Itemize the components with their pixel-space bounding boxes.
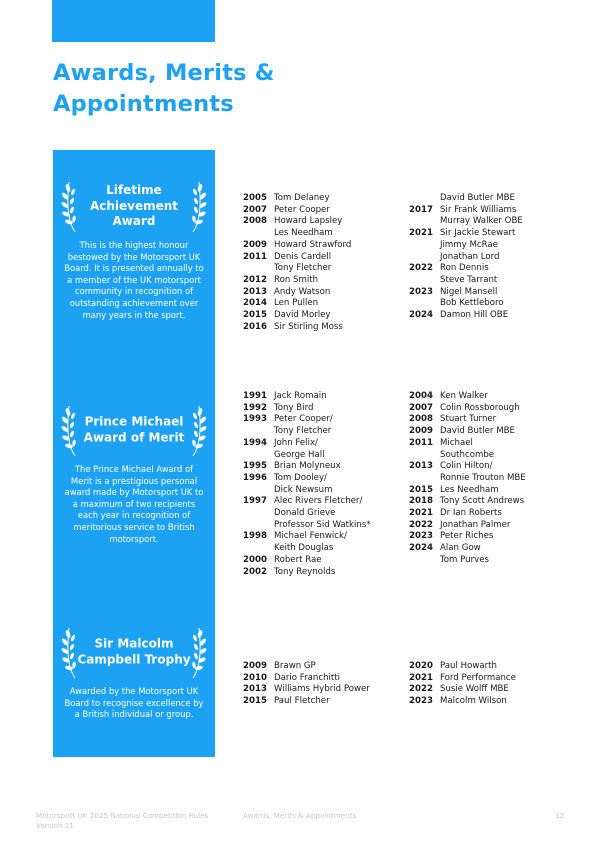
winner-row <box>409 310 523 322</box>
winner-name: Donald Grieve <box>274 508 336 519</box>
winner-name: Southcombe <box>440 449 495 460</box>
winner-year: 2023 <box>409 531 433 542</box>
winner-name: Brawn GP <box>274 661 316 671</box>
winner-year: 2013 <box>243 286 267 297</box>
winner-name: Bob Kettleboro <box>440 298 504 309</box>
winner-row <box>243 696 370 708</box>
winner-name: Tony Reynolds <box>274 566 336 577</box>
winner-year: 2021 <box>409 228 433 239</box>
winner-name: Tom Dooley/ <box>274 472 327 483</box>
winner-name: Ken Walker <box>440 391 488 401</box>
winner-year <box>243 450 274 462</box>
winner-row <box>243 438 371 450</box>
winner-name: Denis Cardell <box>274 251 332 262</box>
winner-name: Dario Franchitti <box>274 672 341 683</box>
winner-row <box>243 661 370 673</box>
winner-year: 2004 <box>409 391 433 401</box>
winner-name: Sir Stirling Moss <box>274 321 343 332</box>
winner-name: Malcolm Wilson <box>440 696 507 707</box>
winner-name: Tony Bird <box>274 402 314 413</box>
winner-year: 2015 <box>243 310 267 321</box>
winner-year: 2002 <box>243 566 267 577</box>
winner-year <box>409 555 440 567</box>
footer-version: Version 11 <box>36 821 74 830</box>
winners-list <box>409 391 526 567</box>
winner-name: Jack Romain <box>274 391 327 401</box>
winner-row <box>243 322 351 334</box>
winner-row <box>409 287 523 299</box>
winner-row <box>243 508 371 520</box>
winner-row <box>243 673 370 685</box>
winner-year: 2023 <box>409 696 433 707</box>
winner-row <box>243 520 371 532</box>
winner-row <box>243 426 371 438</box>
winner-row <box>409 696 516 708</box>
winner-name: Tony Fletcher <box>274 426 332 437</box>
winner-name: Peter Cooper <box>274 204 330 215</box>
footer-page-number: 12 <box>555 811 565 820</box>
winner-year: 2024 <box>409 543 433 554</box>
winner-row <box>243 684 370 696</box>
winner-year: 2007 <box>409 402 433 413</box>
winner-year: 2009 <box>409 426 433 437</box>
winner-row <box>243 216 351 228</box>
winner-year: 2009 <box>243 661 267 671</box>
winner-year <box>243 426 274 438</box>
winner-year: 2000 <box>243 554 267 565</box>
winner-row <box>409 275 523 287</box>
laurel-right-icon <box>185 622 207 682</box>
winner-name: Ron Dennis <box>440 263 489 274</box>
winner-year: 1992 <box>243 402 267 413</box>
award-heading-prince-michael <box>53 400 215 460</box>
winner-row <box>409 298 523 310</box>
winner-year <box>409 240 440 252</box>
winner-year: 2011 <box>243 251 267 262</box>
winner-row <box>409 403 526 415</box>
winner-year: 2017 <box>409 204 433 215</box>
winner-row <box>409 673 516 685</box>
winner-name: Les Needham <box>274 228 333 239</box>
winner-row <box>243 287 351 299</box>
winners-list <box>243 661 370 708</box>
winner-row <box>409 531 526 543</box>
winner-row <box>243 485 371 497</box>
award-title: Lifetime Achievement Award <box>89 182 179 228</box>
winner-year: 1995 <box>243 461 267 472</box>
winner-name: Colin Hilton/ <box>440 461 493 472</box>
winner-row <box>409 391 526 403</box>
winner-name: Tony Scott Andrews <box>440 496 525 507</box>
winner-row <box>243 403 371 415</box>
winner-row <box>409 263 523 275</box>
winner-name: Howard Lapsley <box>274 216 343 227</box>
winners-list <box>243 193 351 333</box>
winner-row <box>409 496 526 508</box>
winner-name: Williams Hybrid Power <box>274 684 370 695</box>
winner-name: Ford Performance <box>440 672 516 683</box>
winners-list <box>243 391 371 578</box>
winner-row <box>409 508 526 520</box>
winner-year: 1991 <box>243 391 267 401</box>
winner-name: Susie Wolff MBE <box>440 684 509 695</box>
top-accent-tab <box>52 0 215 42</box>
winner-row <box>409 240 523 252</box>
winner-name: Alan Gow <box>440 543 481 554</box>
winner-year: 1994 <box>243 437 267 448</box>
winner-row <box>243 228 351 240</box>
winner-name: Sir Frank Williams <box>440 204 517 215</box>
winner-row <box>243 252 351 264</box>
winner-name: George Hall <box>274 449 325 460</box>
winner-name: Les Needham <box>440 484 499 495</box>
winner-name: Jimmy McRae <box>440 239 498 250</box>
winner-name: Colin Rossborough <box>440 402 520 413</box>
winner-year: 2022 <box>409 519 433 530</box>
winner-name: Dick Newsum <box>274 484 333 495</box>
award-heading-malcolm-campbell <box>53 622 215 682</box>
winner-year: 2012 <box>243 274 267 285</box>
winner-name: Keith Douglas <box>274 543 334 554</box>
winner-row <box>409 216 523 228</box>
winner-year <box>243 520 274 532</box>
winner-year: 2013 <box>243 684 267 695</box>
winner-year: 1997 <box>243 496 267 507</box>
winner-row <box>243 240 351 252</box>
winner-name: Brian Molyneux <box>274 461 341 472</box>
winner-name: Tony Fletcher <box>274 263 332 274</box>
winner-row <box>243 310 351 322</box>
winner-year: 2011 <box>409 437 433 448</box>
winner-row <box>409 543 526 555</box>
winner-row <box>409 205 523 217</box>
winner-year: 2015 <box>409 484 433 495</box>
award-title: Sir Malcolm Campbell Trophy <box>77 636 191 666</box>
winner-row <box>409 438 526 450</box>
winner-year: 2008 <box>243 216 267 227</box>
laurel-right-icon <box>185 176 207 236</box>
winner-row <box>409 684 516 696</box>
winner-year: 2023 <box>409 286 433 297</box>
winner-name: Jonathan Palmer <box>440 519 511 530</box>
award-description: This is the highest honour bestowed by the Motorsport UK Board. It is presented annually to a member of the UK motorsport community in recognition of outstanding achievement over many years in the sport. <box>64 240 204 320</box>
winner-name: Paul Howarth <box>440 661 497 671</box>
winner-name: Alec Rivers Fletcher/ <box>274 496 363 507</box>
award-title: Prince Michael Award of Merit <box>83 414 185 444</box>
winner-year <box>409 193 440 205</box>
winner-row <box>409 520 526 532</box>
winner-name: Dr Ian Roberts <box>440 508 502 519</box>
award-description: Awarded by the Motorsport UK Board to recognise excellence by a British individual or group. <box>64 686 204 720</box>
winner-row <box>243 193 351 205</box>
winner-row <box>409 228 523 240</box>
winner-row <box>243 275 351 287</box>
winner-year <box>243 228 274 240</box>
winner-row <box>409 473 526 485</box>
winner-name: Michael Fenwick/ <box>274 531 347 542</box>
winner-year: 2018 <box>409 496 433 507</box>
award-description: The Prince Michael Award of Merit is a prestigious personal award made by Motorsport UK to a maximum of two recipients each year in recognition of meritorious service to British motorsport. <box>64 464 204 544</box>
winner-year <box>243 263 274 275</box>
winner-year: 2021 <box>409 672 433 683</box>
winner-row <box>243 567 371 579</box>
winner-name: Professor Sid Watkins* <box>274 519 371 530</box>
winner-row <box>243 461 371 473</box>
winner-year <box>409 252 440 264</box>
winner-year: 2024 <box>409 310 433 321</box>
winner-name: David Butler MBE <box>440 193 515 203</box>
winner-row <box>243 414 371 426</box>
winner-year: 1998 <box>243 531 267 542</box>
winner-year: 2007 <box>243 204 267 215</box>
winner-year <box>409 473 440 485</box>
winner-year <box>243 543 274 555</box>
winner-row <box>409 252 523 264</box>
winner-year <box>243 508 274 520</box>
winner-row <box>409 450 526 462</box>
winner-year <box>243 485 274 497</box>
winner-row <box>243 473 371 485</box>
winner-name: Tom Delaney <box>274 193 330 203</box>
winner-year: 2013 <box>409 461 433 472</box>
winners-list <box>409 193 523 322</box>
winner-name: Nigel Mansell <box>440 286 498 297</box>
winner-name: Len Pullen <box>274 298 319 309</box>
winner-row <box>409 485 526 497</box>
winner-row <box>243 531 371 543</box>
winner-year: 2016 <box>243 321 267 332</box>
winner-year: 1996 <box>243 472 267 483</box>
winner-year: 1993 <box>243 414 267 425</box>
winner-year: 2022 <box>409 684 433 695</box>
winner-name: Andy Watson <box>274 286 331 297</box>
winner-name: John Felix/ <box>274 437 318 448</box>
winner-year: 2005 <box>243 193 267 203</box>
award-heading-lifetime <box>53 176 215 236</box>
winner-name: Michael <box>440 437 473 448</box>
winner-row <box>243 555 371 567</box>
winners-list <box>409 661 516 708</box>
winner-row <box>409 193 523 205</box>
winner-row <box>243 298 351 310</box>
winner-year: 2020 <box>409 661 433 671</box>
winner-name: Damon Hill OBE <box>440 310 509 321</box>
winner-name: Ronnie Trouton MBE <box>440 472 526 483</box>
winner-year <box>409 275 440 287</box>
winner-name: Jonathan Lord <box>440 251 500 262</box>
winner-row <box>409 461 526 473</box>
winner-row <box>409 426 526 438</box>
winner-year: 2009 <box>243 239 267 250</box>
winner-name: Murray Walker OBE <box>440 216 523 227</box>
footer-doc-title: Motorsport UK 2025 National Competition Rules <box>36 811 209 820</box>
winner-name: Robert Rae <box>274 554 322 565</box>
winner-row <box>409 414 526 426</box>
winner-name: Peter Cooper/ <box>274 414 333 425</box>
winner-row <box>243 263 351 275</box>
winner-year: 2015 <box>243 696 267 707</box>
winner-row <box>243 391 371 403</box>
winner-row <box>243 450 371 462</box>
winner-row <box>409 555 526 567</box>
winner-name: Sir Jackie Stewart <box>440 228 516 239</box>
winner-year: 2008 <box>409 414 433 425</box>
winner-year: 2010 <box>243 672 267 683</box>
winner-year <box>409 450 440 462</box>
winner-year <box>409 298 440 310</box>
footer-doc-info <box>36 811 236 831</box>
laurel-right-icon <box>185 400 207 460</box>
winner-name: Howard Strawford <box>274 239 352 250</box>
winner-row <box>409 661 516 673</box>
winner-name: Stuart Turner <box>440 414 497 425</box>
page-title: Awards, Merits & Appointments <box>53 60 275 117</box>
winner-name: David Butler MBE <box>440 426 515 437</box>
winner-row <box>243 543 371 555</box>
winner-row <box>243 496 371 508</box>
winner-year: 2021 <box>409 508 433 519</box>
winner-name: David Morley <box>274 310 331 321</box>
winner-name: Ron Smith <box>274 274 319 285</box>
winner-name: Paul Fletcher <box>274 696 330 707</box>
winner-name: Steve Tarrant <box>440 274 498 285</box>
winner-year: 2022 <box>409 263 433 274</box>
winner-name: Peter Riches <box>440 531 494 542</box>
winner-year: 2014 <box>243 298 267 309</box>
winner-name: Tom Purves <box>440 554 490 565</box>
footer-section: Awards, Merits & Appointments <box>243 811 357 820</box>
winner-year <box>409 216 440 228</box>
winner-row <box>243 205 351 217</box>
